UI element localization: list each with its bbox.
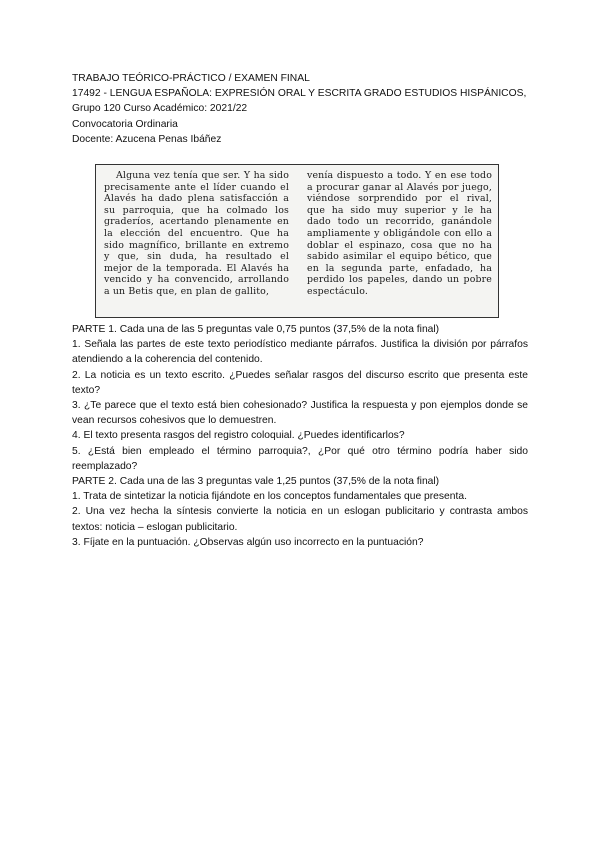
clipping-text-left: Alguna vez tenía que ser. Y ha sido precisamente ante el líder cuando el Alavés ha dado plena satisfacción a su parroquia, que ha colmado los graderíos, acertando plenamente en la elección del encuentro. Que ha sido magnífico, brillante en extremo y que, sin duda, ha resultado el mejor de la temporada. El Alavés ha vencido y ha convencido, arrollando a un Betis que, en plan de gallito, <box>104 170 289 297</box>
group-year: Grupo 120 Curso Académico: 2021/22 <box>72 103 248 115</box>
newspaper-clipping <box>95 164 499 318</box>
question-2-1: 1. Trata de sintetizar la noticia fijándote en los conceptos fundamentales que presenta. <box>72 491 467 503</box>
exam-questions <box>72 322 528 550</box>
question-2-3: 3. Fíjate en la puntuación. ¿Observas algún uso incorrecto en la puntuación? <box>72 536 424 548</box>
question-2-2: 2. Una vez hecha la síntesis convierte la noticia en un eslogan publicitario y contrasta ambos textos: noticia – eslogan publicitario. <box>72 506 528 533</box>
teacher-name: Docente: Azucena Penas Ibáñez <box>72 133 222 145</box>
call-type: Convocatoria Ordinaria <box>72 118 178 130</box>
question-1-3: 3. ¿Te parece que el texto está bien cohesionado? Justifica la respuesta y pon ejemplos donde se vean recursos cohesivos que lo demuestren. <box>72 400 528 427</box>
question-1-4: 4. El texto presenta rasgos del registro coloquial. ¿Puedes identificarlos? <box>72 430 405 442</box>
question-1-2: 2. La noticia es un texto escrito. ¿Puedes señalar rasgos del discurso escrito que presenta este texto? <box>72 369 528 396</box>
exam-title: TRABAJO TEÓRICO-PRÁCTICO / EXAMEN FINAL <box>72 73 310 84</box>
question-1-1: 1. Señala las partes de este texto periodístico mediante párrafos. Justifica la división por párrafos atendiendo a la coherencia del contenido. <box>72 339 528 366</box>
exam-header <box>72 71 532 147</box>
part-2-heading: PARTE 2. Cada una de las 3 preguntas vale 1,25 puntos (37,5% de la nota final) <box>72 476 440 488</box>
clipping-text-right: venía dispuesto a todo. Y en ese todo a procurar ganar al Alavés por juego, viéndose sorprendido por el rival, que ha sido muy superior y le ha dado todo un recorrido, ganándole ampliamente y obligándole con ello a doblar el espinazo, cosa que no ha sabido asimilar el equipo bético, que en la segunda parte, enfadado, ha perdido los papeles, dando un pobre espectáculo. <box>307 170 492 297</box>
question-1-5: 5. ¿Está bien empleado el término parroquia?, ¿Por qué otro término podría haber sido reemplazado? <box>72 445 528 472</box>
part-1-heading: PARTE 1. Cada una de las 5 preguntas vale 0,75 puntos (37,5% de la nota final) <box>72 324 440 335</box>
clipping-column-right <box>307 170 492 313</box>
course-name: 17492 - LENGUA ESPAÑOLA: EXPRESIÓN ORAL Y ESCRITA GRADO ESTUDIOS HISPÁNICOS, <box>72 88 527 100</box>
clipping-column-left <box>104 170 289 313</box>
